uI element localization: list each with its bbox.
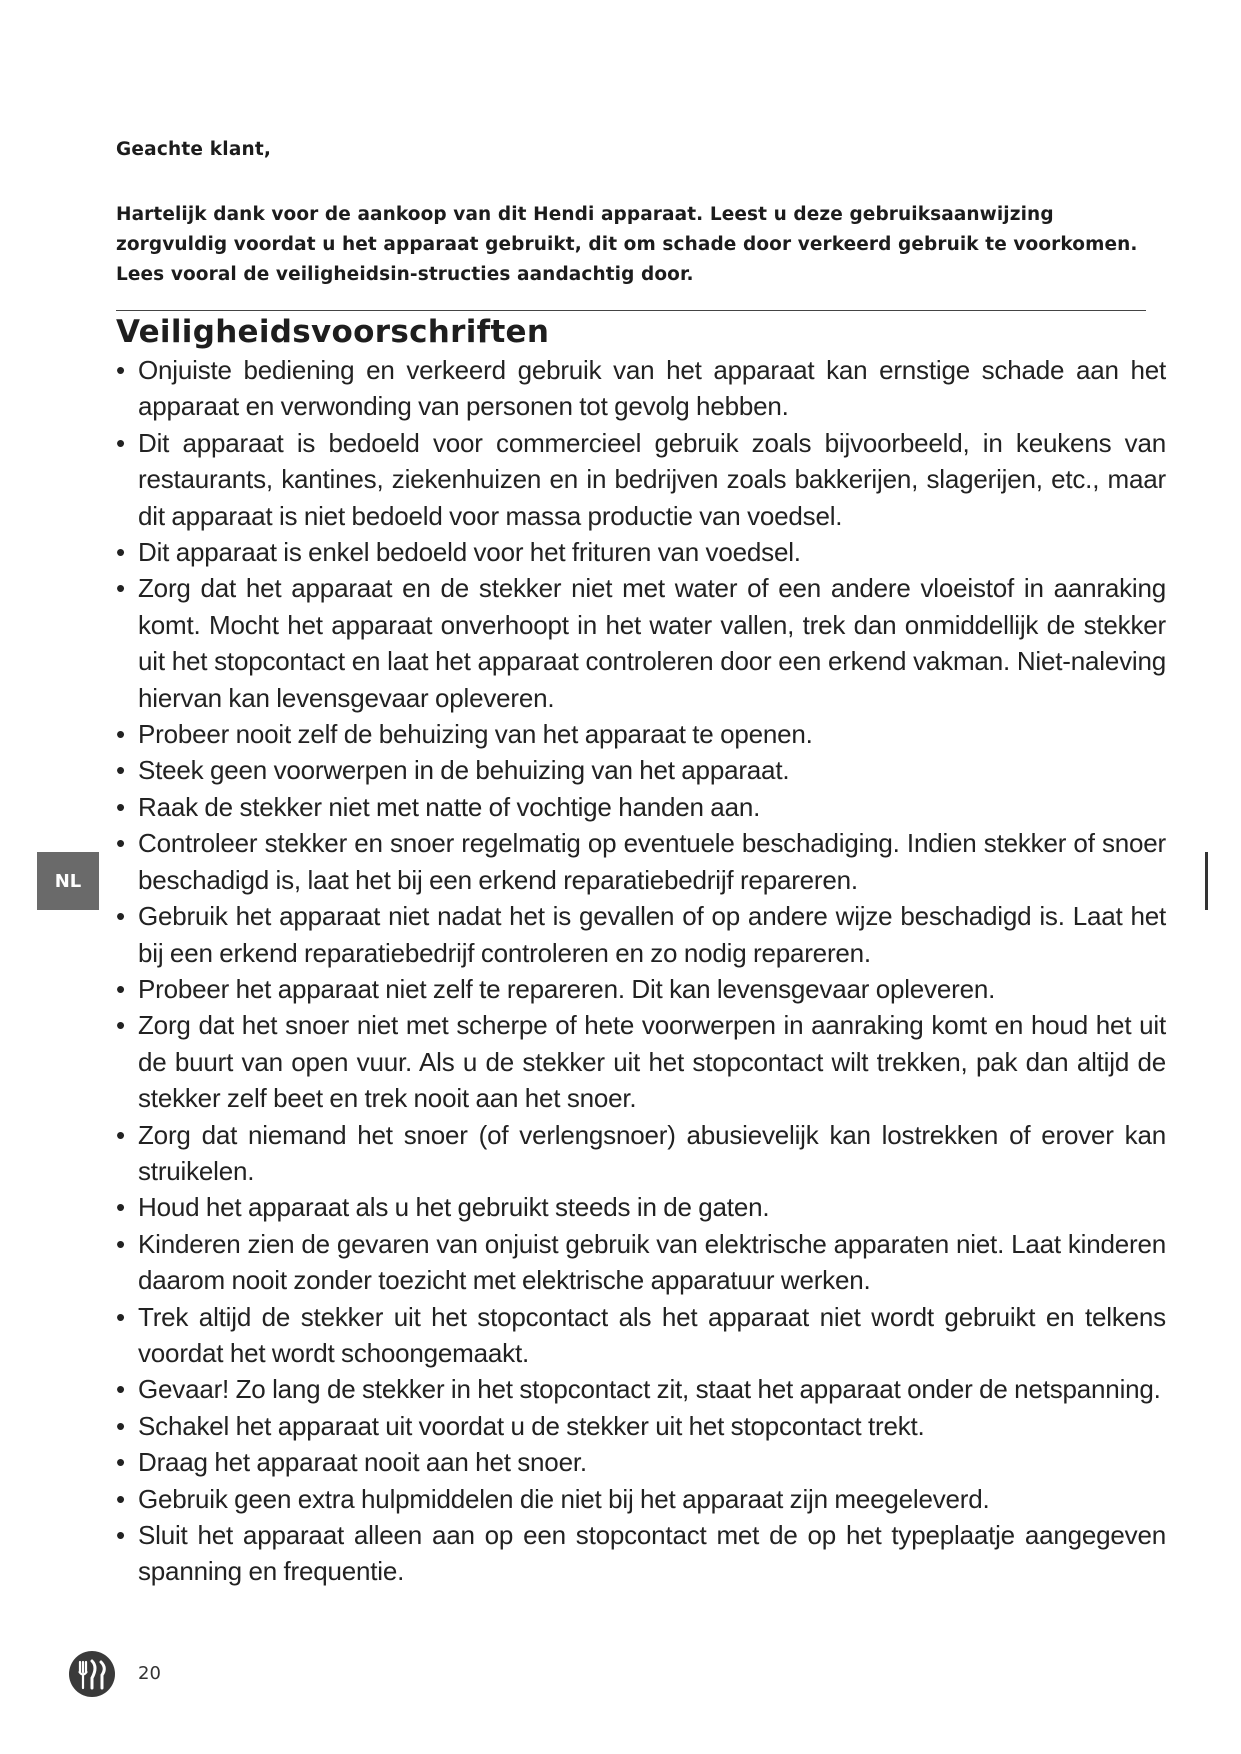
list-item — [116, 752, 1166, 788]
list-item-text: Sluit het apparaat alleen aan op een stopcontact met de op het typeplaatje aangegeven spanning en frequentie. — [138, 1520, 1166, 1587]
bullet: • — [116, 1228, 125, 1259]
list-item — [116, 716, 1166, 752]
list-item-text: Gebruik het apparaat niet nadat het is gevallen of op andere wijze beschadigd is. Laat het bij een erkend reparatiebedrijf controleren en zo nodig repareren. — [138, 901, 1166, 968]
page-number: 20 — [138, 1663, 161, 1684]
list-item-text: Zorg dat het snoer niet met scherpe of hete voorwerpen in aanraking komt en houd het uit de buurt van open vuur. Als u de stekker uit het stopcontact wilt trekken, pak dan altijd de stekker zelf beet en trek nooit aan het snoer. — [138, 1010, 1166, 1114]
list-item-text: Gevaar! Zo lang de stekker in het stopcontact zit, staat het apparaat onder de netspanning. — [138, 1374, 1161, 1405]
bullet: • — [116, 1374, 125, 1405]
list-item — [116, 1007, 1166, 1116]
list-item — [116, 1444, 1166, 1480]
safety-list — [116, 352, 1166, 1590]
list-item-text: Controleer stekker en snoer regelmatig op eventuele beschadiging. Indien stekker of snoer beschadigd is, laat het bij een erkend reparatiebedrijf repareren. — [138, 828, 1166, 895]
bullet: • — [116, 1192, 125, 1223]
list-item-text: Probeer nooit zelf de behuizing van het apparaat te openen. — [138, 719, 813, 750]
list-item-text: Raak de stekker niet met natte of vochtige handen aan. — [138, 791, 761, 822]
bullet: • — [116, 1483, 125, 1514]
hendi-cutlery-logo-icon — [68, 1650, 116, 1698]
bullet: • — [116, 355, 125, 385]
section-title: Veiligheidsvoorschriften — [116, 314, 550, 350]
list-item-text: Kinderen zien de gevaren van onjuist gebruik van elektrische apparaten niet. Laat kinderen daarom nooit zonder toezicht met elektrische apparatuur werken. — [138, 1228, 1166, 1296]
bullet: • — [116, 1010, 125, 1041]
bullet: • — [116, 1447, 125, 1478]
list-item — [116, 898, 1166, 971]
list-item-text: Schakel het apparaat uit voordat u de stekker uit het stopcontact trekt. — [138, 1410, 925, 1441]
bullet: • — [116, 828, 125, 859]
list-item — [116, 1481, 1166, 1517]
list-item — [116, 1117, 1166, 1190]
list-item — [116, 1189, 1166, 1225]
list-item — [116, 789, 1166, 825]
bullet: • — [116, 1410, 125, 1441]
list-item — [116, 1371, 1166, 1407]
list-item-text: Dit apparaat is bedoeld voor commercieel gebruik zoals bijvoorbeeld, in keukens van restaurants, kantines, ziekenhuizen en in bedrijven zoals bakkerijen, slagerijen, etc., maar dit apparaat is niet bedoeld voor massa productie van voedsel. — [138, 427, 1166, 531]
list-item — [116, 1226, 1166, 1299]
list-item — [116, 352, 1166, 425]
bullet: • — [116, 973, 125, 1004]
bullet: • — [116, 791, 125, 822]
bullet: • — [116, 537, 125, 568]
bullet: • — [116, 719, 125, 750]
list-item — [116, 1299, 1166, 1372]
bullet: • — [116, 1520, 125, 1550]
bullet: • — [116, 1119, 125, 1150]
section-divider — [116, 310, 1146, 311]
bullet: • — [116, 573, 125, 604]
language-tab: NL — [37, 852, 99, 910]
list-item-text: Gebruik geen extra hulpmiddelen die niet bij het apparaat zijn meegeleverd. — [138, 1483, 990, 1514]
list-item — [116, 971, 1166, 1007]
list-item — [116, 570, 1166, 716]
intro-paragraph: Hartelijk dank voor de aankoop van dit Hendi apparaat. Leest u deze gebruiksaanwijzing zorgvuldig voordat u het apparaat gebruikt, dit om schade door verkeerd gebruik te voorkomen. Lees vooral de veiligheidsin-structies aandachtig door. — [116, 204, 1138, 285]
list-item — [116, 825, 1166, 898]
list-item — [116, 1517, 1166, 1590]
bullet: • — [116, 1301, 125, 1332]
list-item-text: Zorg dat niemand het snoer (of verlengsnoer) abusievelijk kan lostrekken of erover kan struikelen. — [138, 1119, 1166, 1186]
list-item-text: Houd het apparaat als u het gebruikt steeds in de gaten. — [138, 1192, 770, 1223]
list-item — [116, 1408, 1166, 1444]
bullet: • — [116, 427, 125, 458]
list-item — [116, 425, 1166, 534]
greeting: Geachte klant, — [116, 139, 272, 160]
list-item-text: Steek geen voorwerpen in de behuizing van het apparaat. — [138, 755, 790, 786]
list-item-text: Probeer het apparaat niet zelf te repareren. Dit kan levensgevaar opleveren. — [138, 973, 996, 1004]
bullet: • — [116, 901, 125, 932]
margin-marker — [1205, 852, 1208, 910]
list-item — [116, 534, 1166, 570]
list-item-text: Onjuiste bediening en verkeerd gebruik van het apparaat kan ernstige schade aan het apparaat en verwonding van personen tot gevolg hebben. — [138, 355, 1166, 422]
list-item-text: Dit apparaat is enkel bedoeld voor het frituren van voedsel. — [138, 537, 801, 568]
list-item-text: Trek altijd de stekker uit het stopcontact als het apparaat niet wordt gebruikt en telkens voordat het wordt schoongemaakt. — [138, 1301, 1166, 1368]
list-item-text: Zorg dat het apparaat en de stekker niet met water of een andere vloeistof in aanraking komt. Mocht het apparaat onverhoopt in het water vallen, trek dan onmiddellijk de stekker uit het stopcontact en laat het apparaat controleren door een erkend vakman. Niet-naleving hiervan kan levensgevaar opleveren. — [138, 573, 1166, 713]
bullet: • — [116, 755, 125, 786]
list-item-text: Draag het apparaat nooit aan het snoer. — [138, 1447, 587, 1478]
